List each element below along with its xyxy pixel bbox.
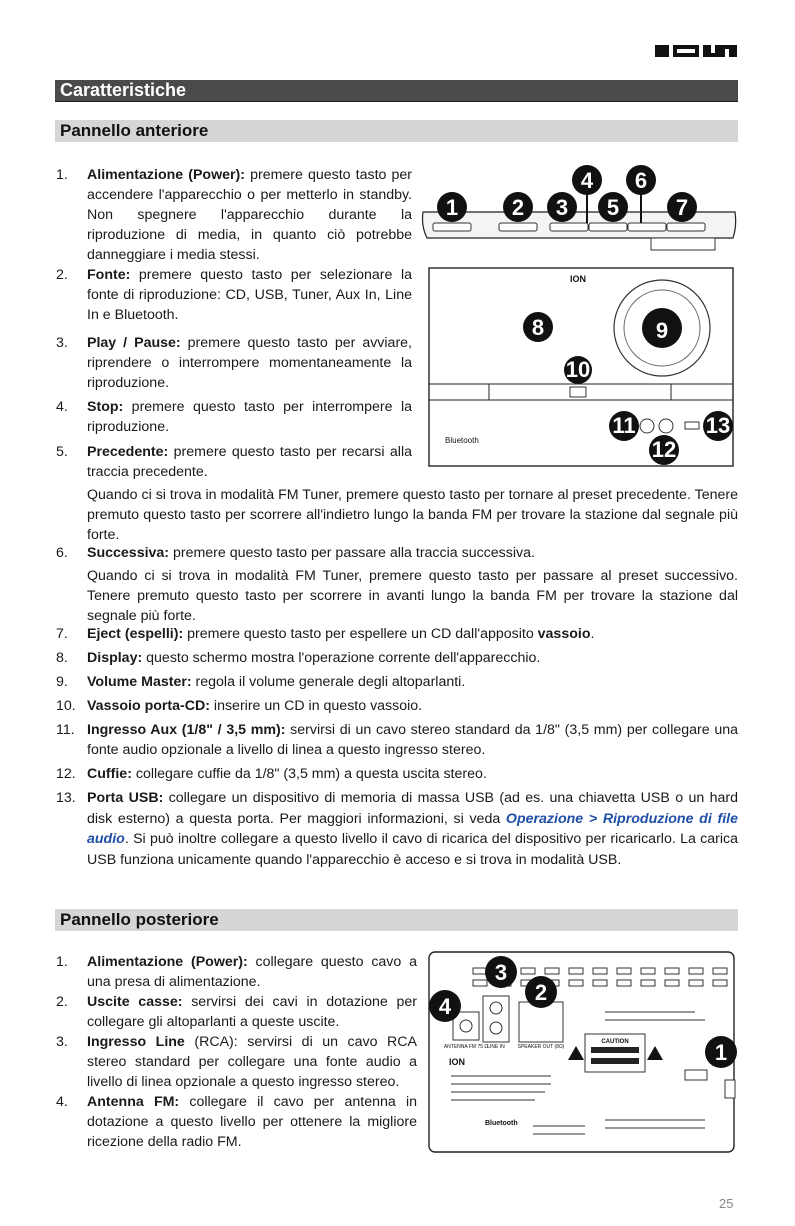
front-item-10 (56, 696, 738, 716)
item-text: questo schermo mostra l'operazione corrente dell'apparecchio. (142, 650, 541, 666)
speaker-label: SPEAKER OUT (8Ω) (517, 1044, 565, 1050)
rear-brand: ION (449, 1057, 466, 1067)
rear-callout-2 (525, 976, 557, 1008)
item-label: Eject (espelli): (87, 626, 184, 642)
front-panel-diagram (415, 160, 740, 470)
item-label: Uscite casse: (87, 994, 183, 1010)
cd-logo-icon (570, 387, 586, 397)
item-text: : servirsi di un cavo RCA stereo standard per collegare una fonte audio a livello di linea opzionale a questo ingresso stereo. (87, 1034, 417, 1090)
item-label: Stop: (87, 399, 124, 415)
device-logo: ION (569, 274, 587, 284)
item-label: Fonte: (87, 267, 131, 283)
item-text: premere questo tasto per selezionare la fonte di riproduzione: CD, USB, Tuner, Aux In, Line In e Bluetooth. (87, 267, 412, 323)
play-button (550, 223, 588, 231)
callout-text: 7 (675, 195, 689, 220)
callout-3 (547, 192, 577, 222)
rear-callout-3 (485, 956, 517, 988)
item-label: Successiva: (87, 545, 170, 561)
callout-text: 9 (655, 318, 669, 343)
item-text: servirsi di un cavo stereo standard da 1/8" (3,5 mm) per collegare una fonte audio opzionale a livello di linea a questo ingresso stereo. (87, 722, 739, 758)
item-number: 10. (56, 698, 76, 714)
callout-5 (598, 192, 628, 222)
item-number: 7. (56, 626, 68, 642)
callout-text: 13 (705, 413, 731, 438)
callout-text: 11 (612, 413, 636, 438)
item-text: collegare cuffie da 1/8" (3,5 mm) a questa uscita stereo. (131, 766, 487, 782)
callout-text: 4 (580, 168, 594, 193)
front-item-11 (56, 720, 739, 760)
prev-button (628, 223, 666, 231)
item-text: premere questo tasto per interrompere la riproduzione. (87, 399, 412, 435)
item-number: 9. (56, 674, 68, 690)
item-number: 13. (56, 790, 76, 806)
caution-label: CAUTION (601, 1039, 629, 1045)
callout-text: 2 (534, 980, 548, 1005)
callout-8 (523, 312, 553, 342)
callout-2 (503, 192, 533, 222)
section-title: Caratteristiche (60, 80, 187, 100)
callout-13 (703, 411, 733, 441)
item-label: Antenna FM: (87, 1094, 180, 1110)
item-number: 11. (56, 722, 75, 738)
callout-text: 3 (494, 960, 508, 985)
callout-text: 3 (555, 195, 569, 220)
front-item-3 (56, 333, 412, 393)
item-number: 3. (56, 335, 68, 351)
ion-logo (655, 42, 737, 60)
item-number: 1. (56, 954, 68, 970)
front-item-8 (56, 648, 738, 668)
callout-text: 4 (438, 994, 452, 1019)
item-text: premere questo tasto per passare alla traccia successiva. (169, 545, 535, 561)
usb-port (685, 422, 699, 429)
next-extra-text: Quando ci si trova in modalità FM Tuner, premere questo tasto per passare al preset successivo. Tenere premuto questo tasto per scorrere in avanti lungo la banda FM per trovare la stazione dal segnale più forte. (87, 568, 738, 624)
headphone-jack (659, 419, 673, 433)
power-cable-icon (685, 1070, 707, 1080)
section-title-bar (55, 80, 738, 102)
item-text: premere questo tasto per accendere l'apparecchio o per metterlo in standby. Non spegnere l'apparecchio durante la riproduzione di media, in quanto ciò potrebbe danneggiare i media stessi. (87, 167, 412, 263)
callout-9 (642, 308, 682, 348)
item-text: collegare il cavo per antenna in dotazione a questo livello per ottenere la migliore ricezione della radio FM. (87, 1094, 417, 1150)
item-number: 2. (56, 994, 68, 1010)
item-label: Precedente: (87, 444, 169, 460)
callout-text: 1 (714, 1040, 728, 1065)
item-text: inserire un CD in questo vassoio. (209, 698, 423, 714)
antenna-label: ANTENNA FM 75 Ω (443, 1044, 489, 1050)
item-number: 12. (56, 766, 76, 782)
item-text: servirsi dei cavi in dotazione per collegare gli altoparlanti a queste uscite. (87, 994, 417, 1030)
item-text: premere questo tasto per espellere un CD dall'apposito (183, 626, 538, 642)
callout-7 (667, 192, 697, 222)
callout-text: 10 (565, 357, 591, 382)
prev-extra-text: Quando ci si trova in modalità FM Tuner, premere questo tasto per tornare al preset precedente. Tenere premuto questo tasto per scorrere all'indietro lungo la banda FM per trovare la stazione dal segnale più forte. (87, 487, 738, 543)
front-item-6 (56, 543, 738, 563)
front-item-13 (56, 788, 738, 870)
operation-link[interactable]: Operazione > Riproduzione di file audio (87, 810, 738, 847)
item-label: Play / Pause: (87, 335, 181, 351)
power-button (433, 223, 471, 231)
item-number: 6. (56, 545, 68, 561)
item-text: premere questo tasto per avviare, riprendere o interrompere momentaneamente la riproduzione. (87, 335, 412, 391)
callout-text: 1 (445, 195, 459, 220)
callout-text: 2 (511, 195, 525, 220)
rear-callout-1 (705, 1036, 737, 1068)
item-text-end: . Si può inoltre collegare a questo livello il cavo di ricarica del dispositivo per ricaricarlo. La carica USB funziona unicamente quando l'apparecchio è acceso e si trova in modalità USB. (87, 831, 738, 868)
item-label: Volume Master: (87, 674, 192, 690)
item-number: 2. (56, 267, 68, 283)
callout-11 (609, 411, 639, 441)
rear-bluetooth-label: Bluetooth (485, 1120, 518, 1127)
item-label: Alimentazione (Power): (87, 954, 248, 970)
aux-jack (640, 419, 654, 433)
item-label-rca: (RCA) (184, 1034, 234, 1050)
item-text-bold: vassoio (537, 626, 591, 642)
front-panel-title-bar (55, 120, 738, 142)
front-item-2 (56, 265, 412, 325)
rear-item-1 (56, 952, 417, 992)
front-item-5 (56, 442, 412, 482)
rear-item-2 (56, 992, 417, 1032)
callout-10 (564, 356, 592, 384)
rear-panel-diagram (425, 950, 740, 1155)
item-text: premere questo tasto per recarsi alla traccia precedente. (87, 444, 412, 480)
callout-text: 5 (606, 195, 620, 220)
item-label: Porta USB: (87, 790, 164, 806)
page-number: 25 (719, 1196, 734, 1211)
bluetooth-label: Bluetooth (445, 436, 479, 445)
item-number: 4. (56, 1094, 68, 1110)
item-text-end: . (590, 626, 595, 642)
source-button (499, 223, 537, 231)
callout-text: 12 (651, 437, 677, 462)
callout-6 (626, 165, 656, 195)
callout-4 (572, 165, 602, 195)
item-number: 3. (56, 1034, 68, 1050)
eject-tab (651, 238, 715, 250)
rear-panel-title: Pannello posteriore (60, 910, 219, 929)
item-number: 5. (56, 444, 68, 460)
rear-item-3 (56, 1032, 417, 1092)
front-item-12 (56, 764, 738, 784)
rear-callout-4 (429, 990, 461, 1022)
item-label: Alimentazione (Power): (87, 167, 245, 183)
callout-text: 6 (634, 168, 648, 193)
item-label: Ingresso Line (87, 1034, 185, 1050)
front-item-7 (56, 624, 738, 644)
linein-label: LINE IN (487, 1044, 505, 1050)
rear-panel-title-bar (55, 909, 738, 931)
next-button (667, 223, 705, 231)
front-item-1 (56, 165, 412, 265)
callout-12 (649, 435, 679, 465)
front-panel-title: Pannello anteriore (60, 121, 209, 140)
stop-button (589, 223, 627, 231)
rear-item-4 (56, 1092, 417, 1152)
item-label: Vassoio porta-CD: (87, 698, 210, 714)
front-item-4 (56, 397, 412, 437)
item-label: Cuffie: (87, 766, 132, 782)
item-text: regola il volume generale degli altoparlanti. (191, 674, 466, 690)
item-number: 4. (56, 399, 68, 415)
item-number: 8. (56, 650, 68, 666)
item-label: Display: (87, 650, 143, 666)
item-text: collegare questo cavo a una presa di alimentazione. (87, 954, 417, 990)
item-label: Ingresso Aux (1/8" / 3,5 mm): (87, 722, 286, 738)
callout-text: 8 (531, 315, 545, 340)
callout-1 (437, 192, 467, 222)
item-text: collegare un dispositivo di memoria di massa USB (ad es. una chiavetta USB o un hard disk esterno) a questa porta. Per maggiori informazioni, si veda (87, 790, 738, 827)
item-number: 1. (56, 167, 68, 183)
front-item-9 (56, 672, 738, 692)
